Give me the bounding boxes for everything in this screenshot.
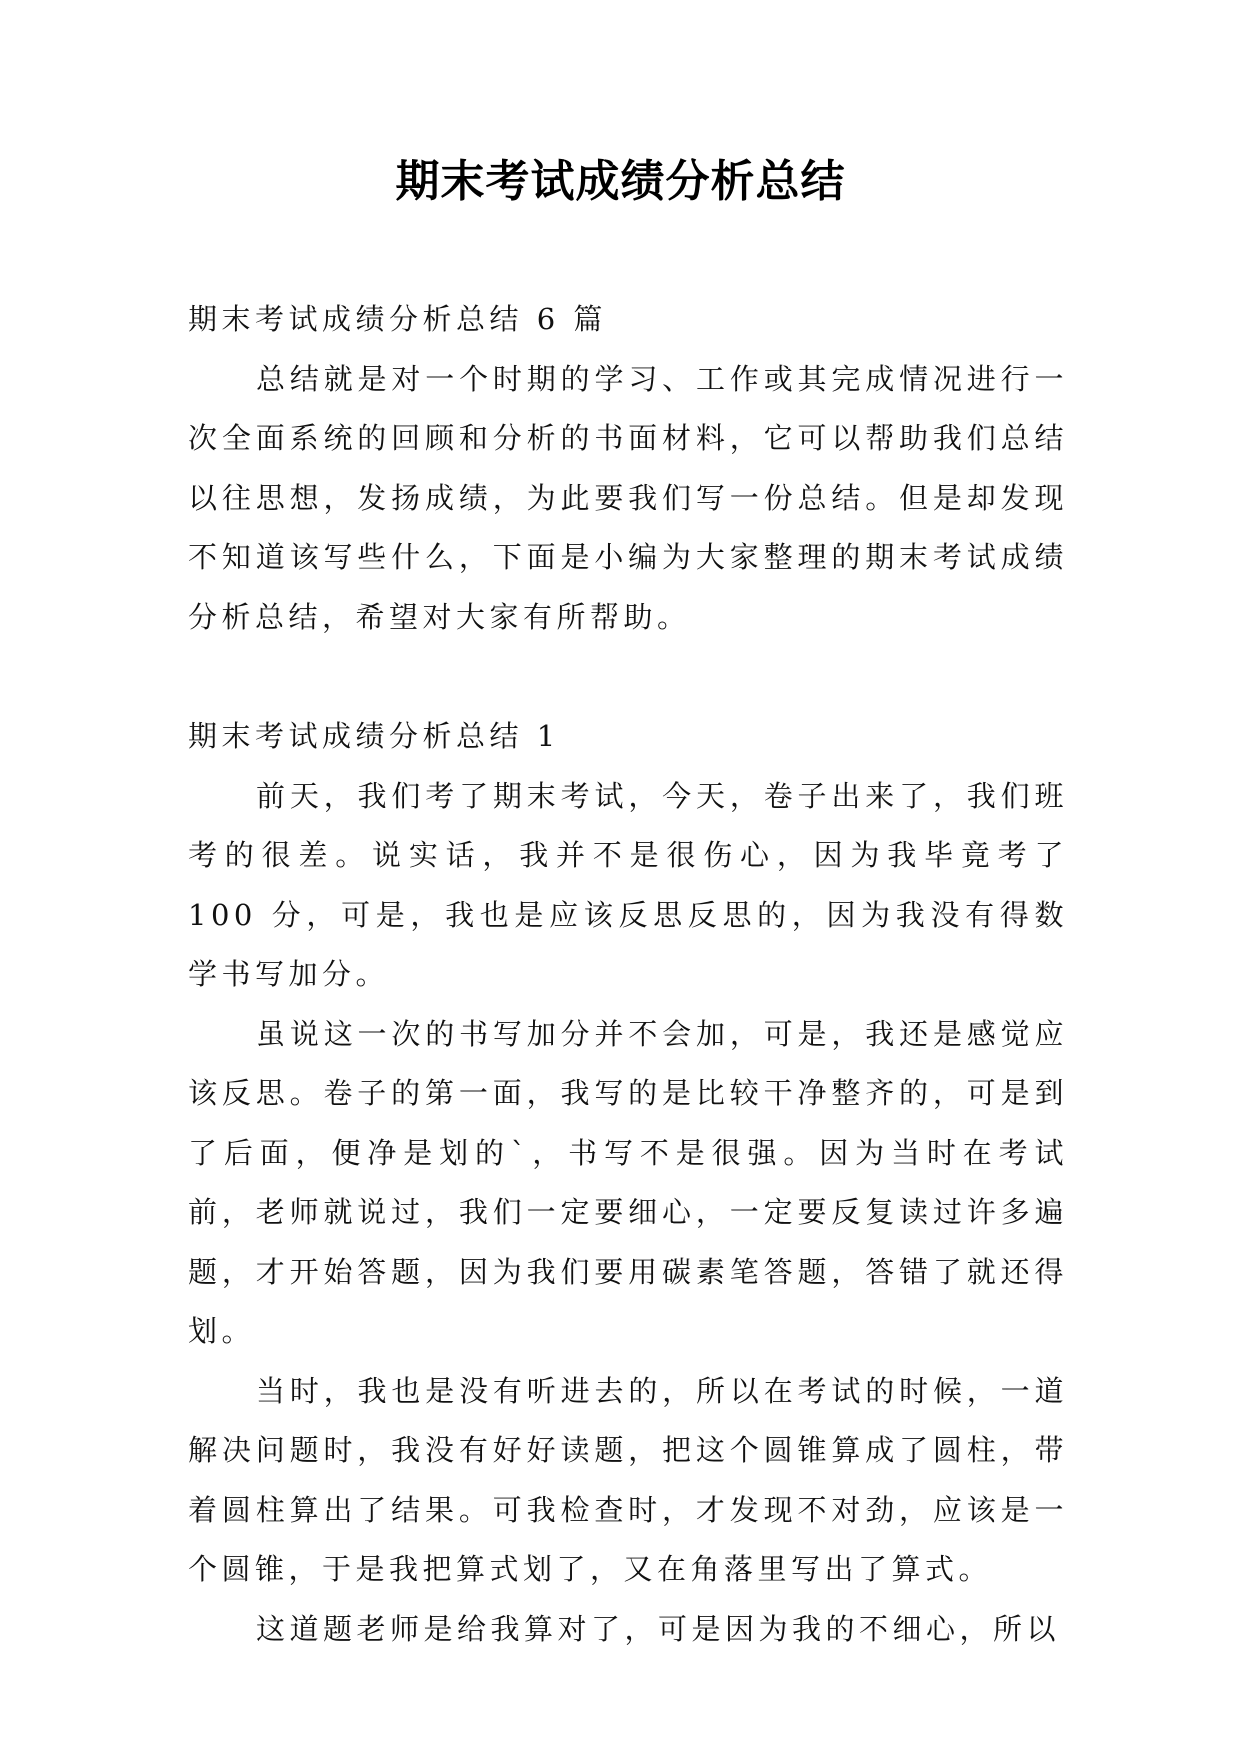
document-body — [188, 290, 1068, 1659]
body-paragraph: 当时，我也是没有听进去的，所以在考试的时候，一道解决问题时，我没有好好读题，把这个圆锥算成了圆柱，带着圆柱算出了结果。可我检查时，才发现不对劲，应该是一个圆锥，于是我把算式划了，又在角落里写出了算式。 — [188, 1373, 1068, 1586]
intro-paragraph: 总结就是对一个时期的学习、工作或其完成情况进行一次全面系统的回顾和分析的书面材料，它可以帮助我们总结以往思想，发扬成绩，为此要我们写一份总结。但是却发现不知道该写些什么，下面是小编为大家整理的期末考试成绩分析总结，希望对大家有所帮助。 — [188, 361, 1068, 634]
body-paragraph: 这道题老师是给我算对了，可是因为我的不细心，所以 — [256, 1611, 1061, 1646]
page-title: 期末考试成绩分析总结 — [395, 156, 846, 207]
body-paragraph: 前天，我们考了期末考试，今天，卷子出来了，我们班考的很差。说实话，我并不是很伤心，因为我毕竟考了 100 分，可是，我也是应该反思反思的，因为我没有得数学书写加分。 — [188, 778, 1068, 991]
section-heading: 期末考试成绩分析总结 1 — [188, 719, 560, 753]
document-subtitle: 期末考试成绩分析总结 6 篇 — [188, 302, 607, 336]
body-paragraph: 虽说这一次的书写加分并不会加，可是，我还是感觉应该反思。卷子的第一面，我写的是比较干净整齐的，可是到了后面，便净是划的`，书写不是很强。因为当时在考试前，老师就说过，我们一定要细心，一定要反复读过许多遍题，才开始答题，因为我们要用碳素笔答题，答错了就还得划。 — [188, 1016, 1068, 1348]
